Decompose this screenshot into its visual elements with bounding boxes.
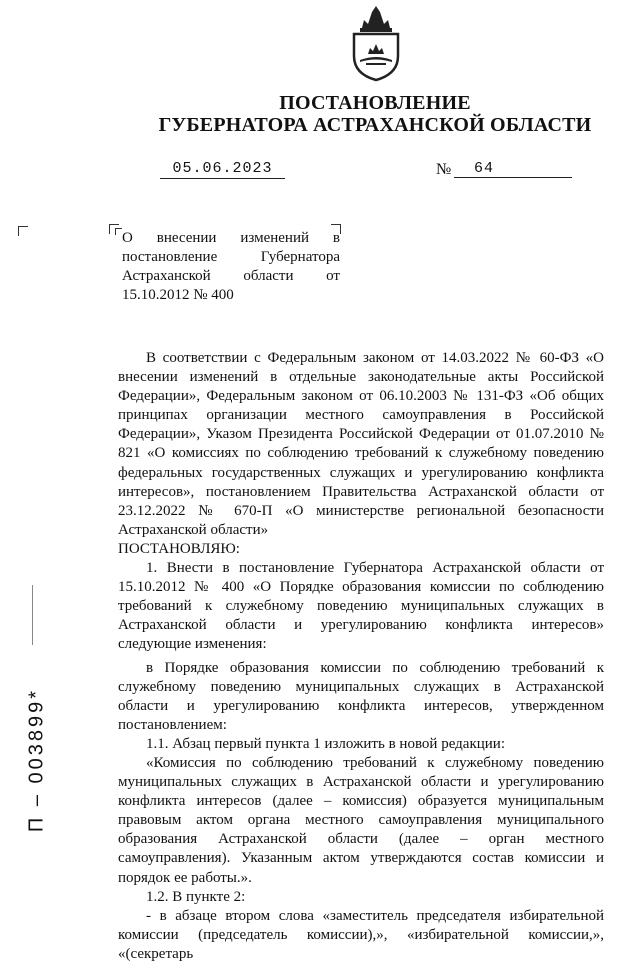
number-label: № [436,161,452,178]
document-number: 64 [454,160,572,178]
resolve-heading: ПОСТАНОВЛЯЮ: [118,540,240,557]
document-title-line2: ГУБЕРНАТОРА АСТРАХАНСКОЙ ОБЛАСТИ [158,114,592,136]
document-date: 05.06.2023 [160,160,285,179]
paragraph-item-1: 1. Внести в постановление Губернатора Астраханской области от 15.10.2012 № 400 «О Порядке образования комиссии по соблюдению требований к служебному поведению муниципальных служащих в Астраханской области и урегулированию конфликта интересов» следующие изменения: [118,560,604,653]
astrakhan-coat-of-arms-icon [344,4,408,82]
side-stamp-text: П – 003899* [25,687,48,833]
paragraph-item-1-1: 1.1. Абзац первый пункта 1 изложить в новой редакции: [146,735,505,752]
document-body [118,349,604,964]
paragraph-procedure: в Порядке образования комиссии по соблюдению требований к служебному поведению муниципальных служащих в Астраханской области и урегулированию конфликта интересов, утвержденном постановлением: [118,659,604,733]
margin-line [32,585,33,645]
document-title-line1: ПОСТАНОВЛЕНИЕ [279,92,471,114]
paragraph-item-1-2: 1.2. В пункте 2: [146,888,246,905]
preamble-paragraph: В соответствии с Федеральным законом от 14.03.2022 № 60-ФЗ «О внесении изменений в отдельные законодательные акты Российской Федерации», Федеральным законом от 06.10.2003 № 131-ФЗ «Об общих принципах организации местного самоуправления в Российской Федерации», Указом Президента Российской Федерации от 01.07.2010 № 821 «О комиссиях по соблюдению требований к служебному поведению федеральных государственных служащих и урегулированию конфликта интересов», постановлением Правительства Астраханской области от 23.12.2022 № 670-П «О министерстве региональной безопасности Астраханской области» [118,350,604,538]
paragraph-new-wording: «Комиссия по соблюдению требований к служебному поведению муниципальных служащих в Астраханской области и урегулированию конфликта интересов (далее – комиссия) образуется муниципальным правовым актом органа местного самоуправления муниципального образования Астраханской области (далее – орган местного самоуправления). Указанным актом утверждаются состав комиссии и порядок ее работы.». [118,754,604,886]
paragraph-item-1-2-dash: - в абзаце втором слова «заместитель председателя избирательной комиссии (председатель комиссии),», «избирательной комиссии,», «(секретарь [118,907,604,962]
corner-mark-subject-left-inner [115,228,122,235]
document-subject: О внесении изменений в постановление Губернатора Астраханской области от 15.10.2012 № 400 [122,230,340,303]
corner-mark-left [18,226,28,236]
side-stamp [22,650,52,870]
